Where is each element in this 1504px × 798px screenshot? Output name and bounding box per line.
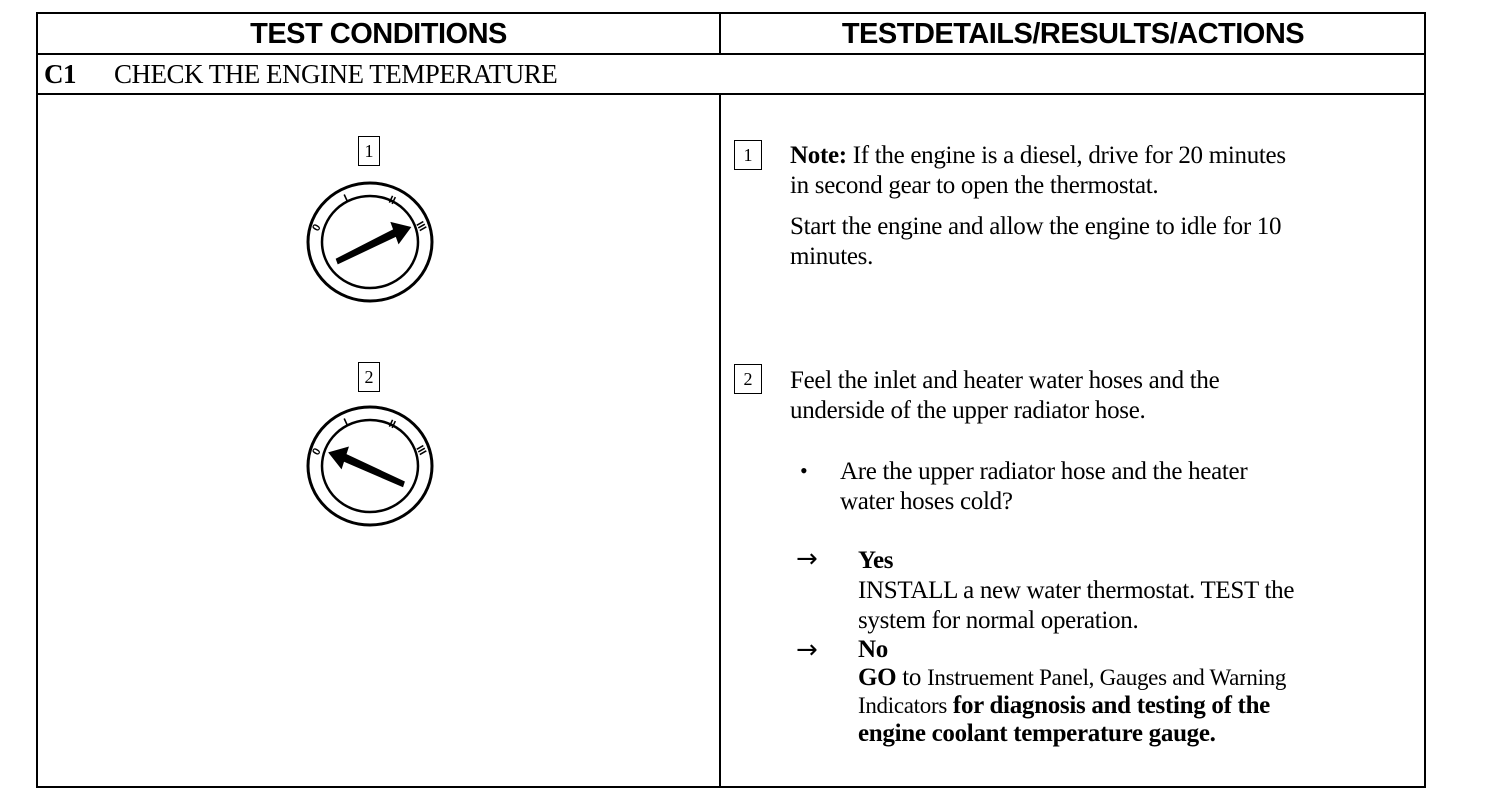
no-go: GO [858, 664, 897, 691]
step-1-instruction [790, 212, 1410, 272]
gauge-tick-1: I [342, 192, 351, 205]
header-test-conditions: TEST CONDITIONS [250, 17, 507, 50]
body-column-divider [719, 94, 721, 788]
header-test-details: TESTDETAILS/RESULTS/ACTIONS [841, 17, 1305, 50]
right-step-number-1: 1 [734, 140, 762, 170]
no-label: No [858, 636, 888, 663]
section-title: CHECK THE ENGINE TEMPERATURE [114, 58, 558, 89]
question-bullet: • [800, 458, 808, 483]
no-reference-line-1: Instruement Panel, Gauges and Warning [927, 665, 1287, 690]
left-step-number-2: 2 [358, 362, 380, 392]
question-line-2: water hoses cold? [840, 488, 1013, 515]
right-step-number-2: 2 [734, 364, 762, 394]
note-text-line-2: in second gear to open the thermostat. [790, 172, 1159, 199]
gauge-cold-icon [304, 404, 436, 528]
gauge-tick-2: II [386, 193, 398, 208]
step-2-line-2: underside of the upper radiator hose. [790, 397, 1146, 424]
yes-line-2: system for normal operation. [858, 607, 1139, 634]
gauge-tick-1: I [342, 416, 351, 429]
step-2-line-1: Feel the inlet and heater water hoses and the [790, 367, 1220, 394]
yes-label: Yes [858, 547, 894, 574]
gauge-tick-2: II [386, 417, 398, 432]
step-2-question [840, 457, 1410, 517]
gauge-tick-3: III [413, 443, 429, 458]
section-divider [36, 93, 1426, 95]
gauge-tick-3: III [413, 219, 429, 234]
step-1-note [790, 141, 1410, 201]
section-title-row [44, 56, 557, 92]
no-to: to [902, 664, 922, 691]
gauge-hot-icon [304, 180, 436, 304]
note-text-line-1: If the engine is a diesel, drive for 20 minutes [852, 142, 1286, 169]
question-line-1: Are the upper radiator hose and the heater [840, 458, 1248, 485]
instruction-line-1: Start the engine and allow the engine to idle for 10 [790, 213, 1282, 240]
left-step-number-1: 1 [358, 136, 380, 166]
no-reference-line-2: Indicators [858, 693, 947, 718]
instruction-line-2: minutes. [790, 243, 874, 270]
no-tail-line-1: for diagnosis and testing of the [952, 692, 1270, 719]
no-branch [858, 636, 1418, 748]
section-id: C1 [44, 58, 76, 89]
no-tail-line-2: engine coolant temperature gauge. [858, 720, 1216, 747]
step-2-instruction [790, 366, 1410, 426]
no-arrow-icon: → [796, 635, 818, 665]
note-label: Note: [790, 142, 847, 169]
gauge-tick-0: 0 [310, 446, 324, 458]
yes-arrow-icon: → [796, 544, 818, 574]
yes-line-1: INSTALL a new water thermostat. TEST the [858, 577, 1295, 604]
yes-branch [858, 546, 1418, 636]
gauge-tick-0: 0 [310, 222, 324, 234]
